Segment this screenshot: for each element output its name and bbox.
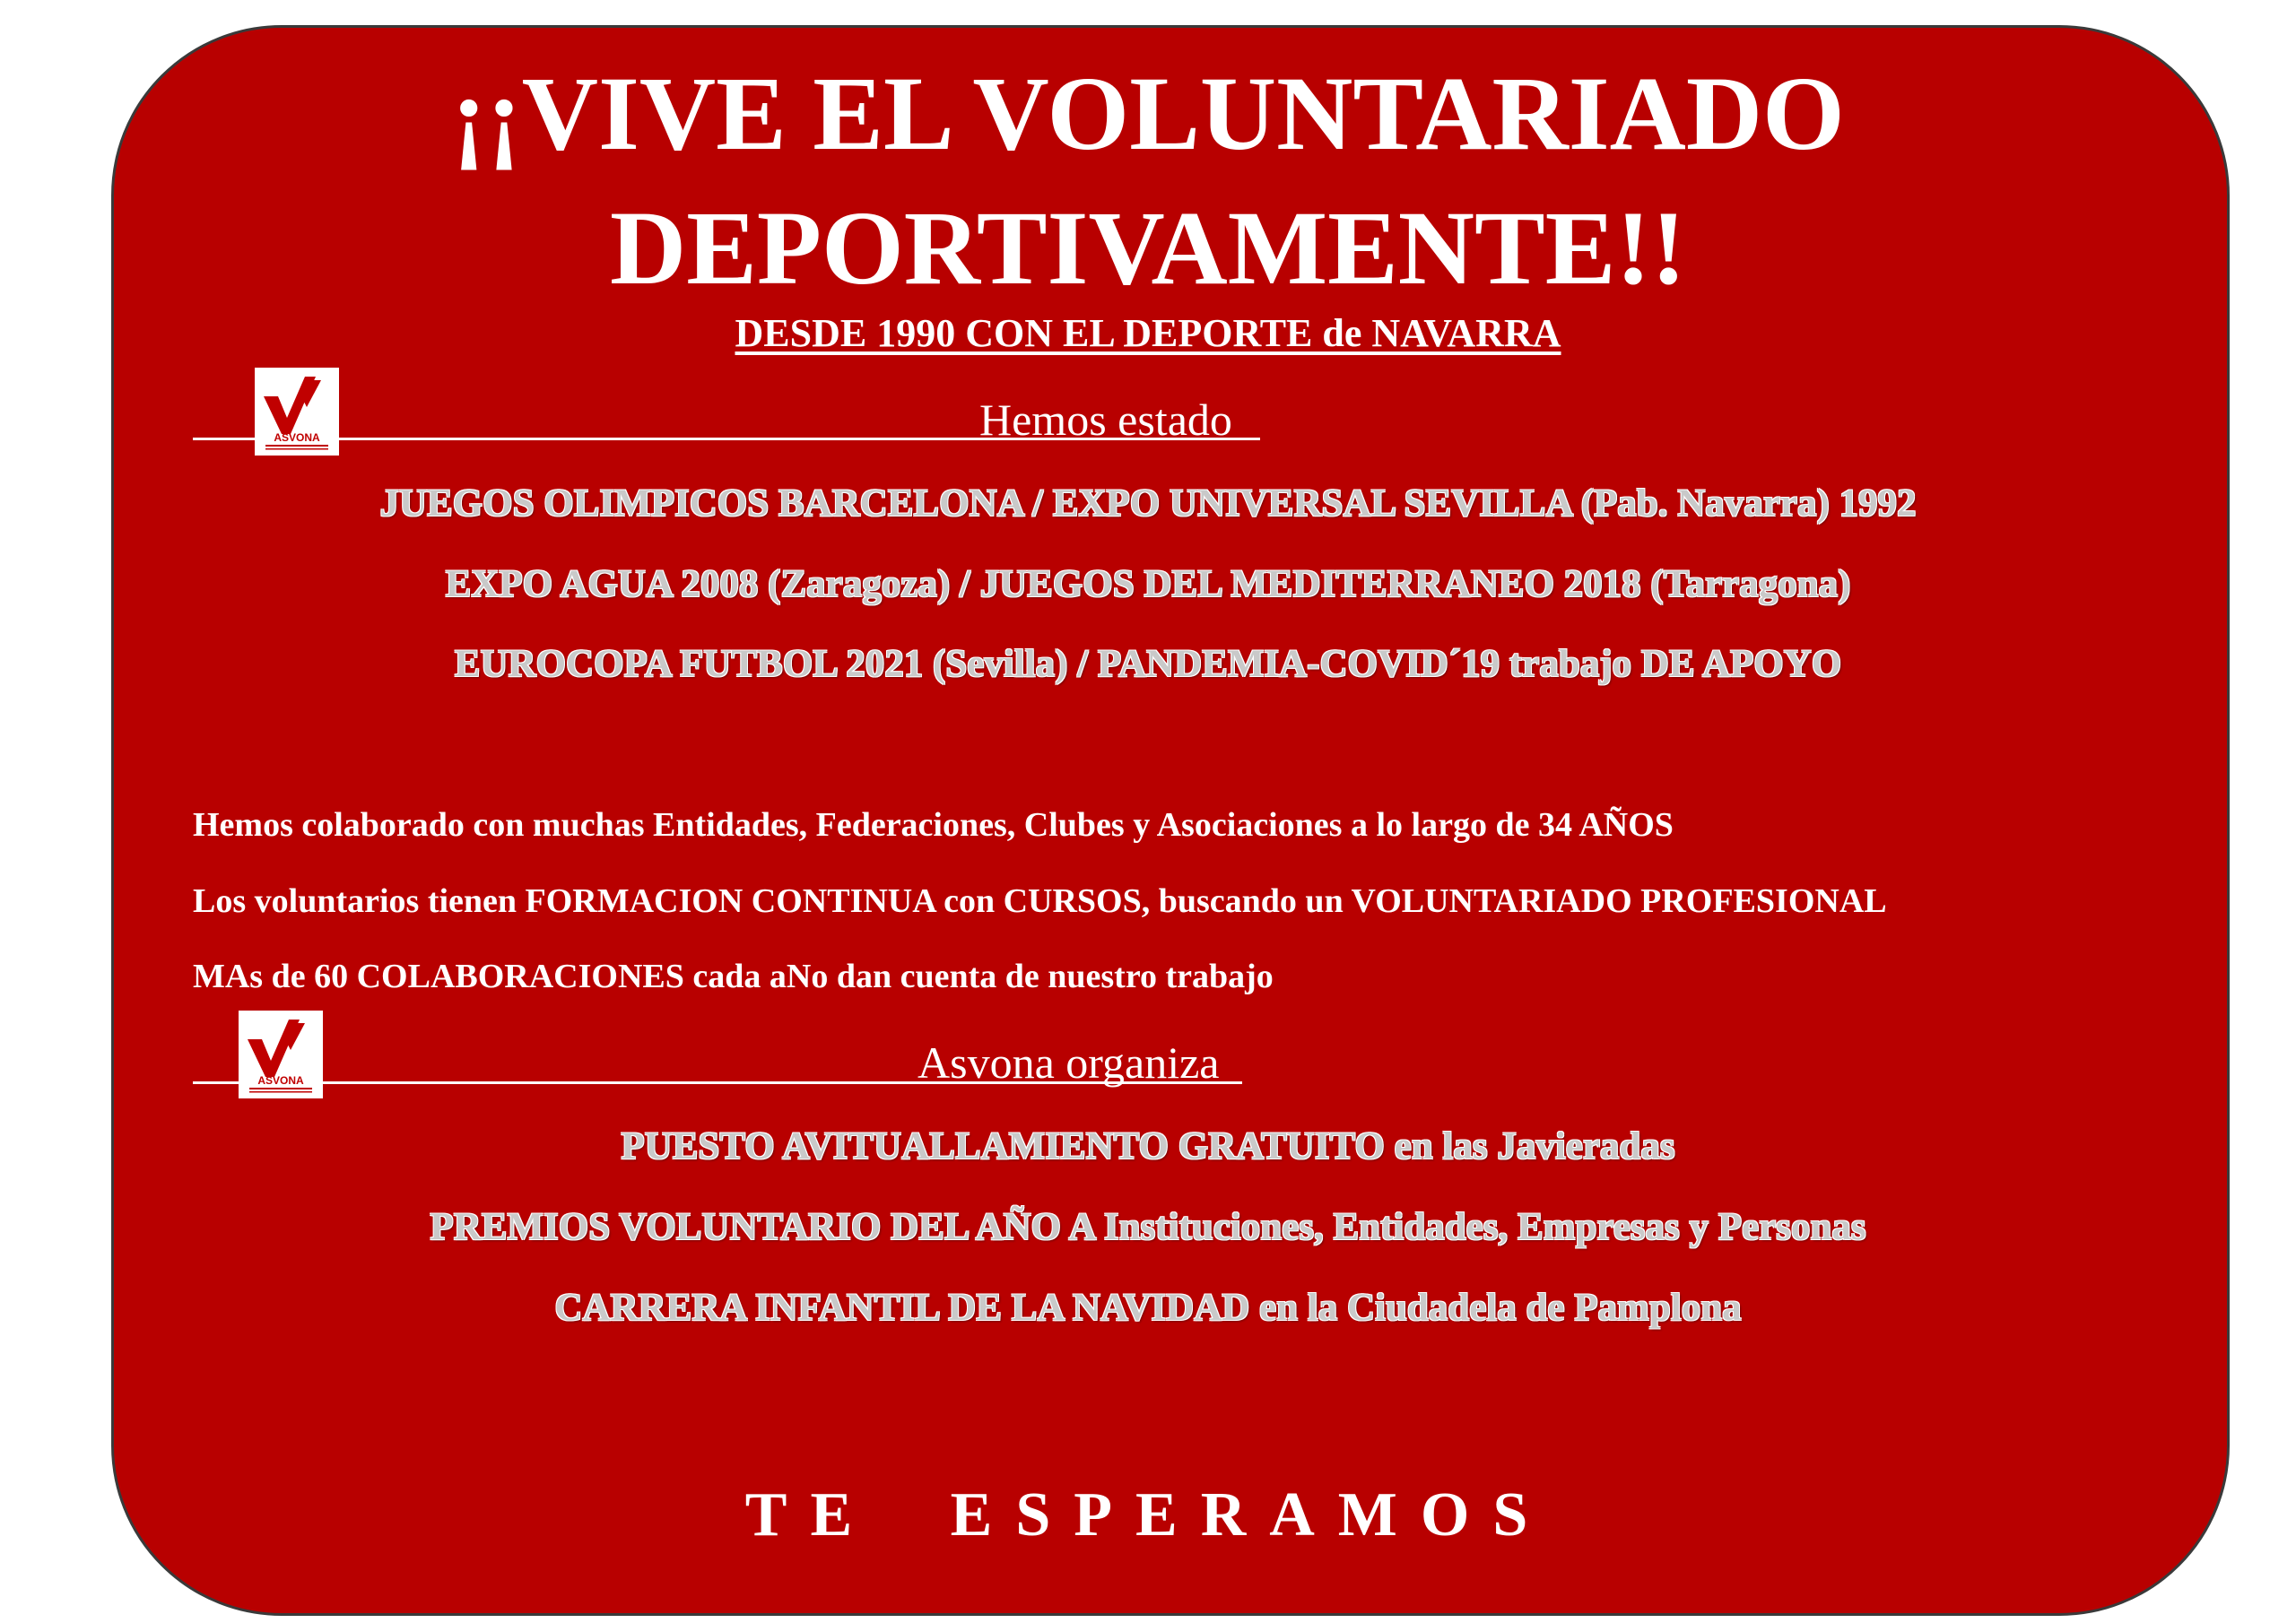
logo-text: ASVONA	[257, 1074, 304, 1087]
event-line: EXPO AGUA 2008 (Zaragoza) / JUEGOS DEL MEDITERRANEO 2018 (Tarragona)	[445, 563, 1851, 605]
asvona-logo	[255, 368, 339, 456]
closing-message: TE ESPERAMOS	[744, 1480, 1552, 1549]
activity-line: CARRERA INFANTIL DE LA NAVIDAD en la Ciudadela de Pamplona	[554, 1287, 1742, 1329]
main-title-line-1: ¡¡VIVE EL VOLUNTARIADO	[451, 55, 1845, 172]
asvona-logo	[239, 1011, 323, 1098]
logo-text: ASVONA	[274, 431, 320, 444]
info-paragraph: Hemos colaborado con muchas Entidades, Federaciones, Clubes y Asociaciones a lo largo de 34 AÑOS	[193, 806, 1674, 844]
activity-line: PREMIOS VOLUNTARIO DEL AÑO A Instituciones, Entidades, Empresas y Personas	[430, 1206, 1866, 1248]
info-paragraph: MAs de 60 COLABORACIONES cada aNo dan cuenta de nuestro trabajo	[193, 958, 1274, 995]
main-title-line-2: DEPORTIVAMENTE!!	[610, 189, 1686, 307]
activity-line: PUESTO AVITUALLAMIENTO GRATUITO en las Javieradas	[621, 1125, 1675, 1167]
section-heading-hemos-estado: Hemos estado	[979, 395, 1232, 445]
section-heading-asvona-organiza: Asvona organiza	[918, 1037, 1220, 1088]
since-subtitle: DESDE 1990 CON EL DEPORTE de NAVARRA	[735, 311, 1561, 355]
event-line: JUEGOS OLIMPICOS BARCELONA / EXPO UNIVERSAL SEVILLA (Pab. Navarra) 1992	[379, 482, 1917, 525]
event-line: EUROCOPA FUTBOL 2021 (Sevilla) / PANDEMIA-COVID´19 trabajo DE APOYO	[454, 643, 1842, 685]
info-paragraph: Los voluntarios tienen FORMACION CONTINUA con CURSOS, buscando un VOLUNTARIADO PROFESIONAL	[193, 882, 1887, 920]
